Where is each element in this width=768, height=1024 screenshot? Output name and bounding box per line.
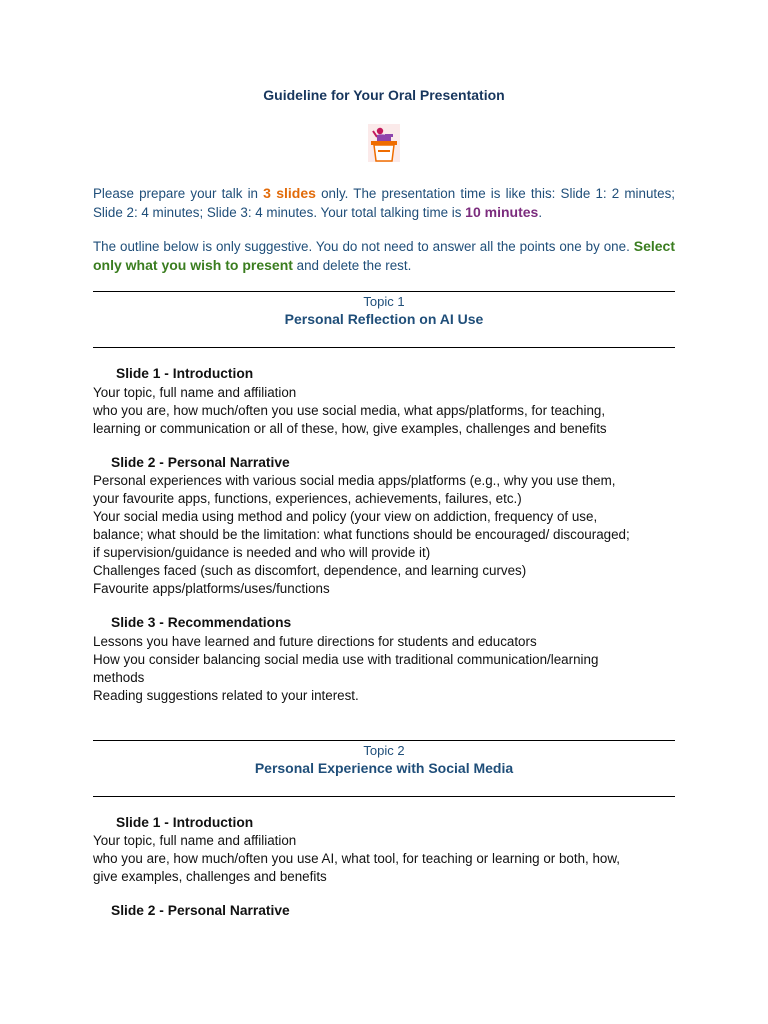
topic-label: Topic 1 [363,294,405,309]
slide-heading: Slide 1 - Introduction [116,366,254,381]
slide-heading: Slide 1 - Introduction [116,815,254,830]
content-line: Personal experiences with various social media apps/platforms (e.g., why you use them, [93,473,616,488]
content-line: Favourite apps/platforms/uses/functions [93,581,330,596]
content-line: if supervision/guidance is needed and who will provide it) [93,545,431,560]
content-line: Your topic, full name and affiliation [93,385,297,400]
select-instruction-highlight: Select only what you wish to present [93,238,675,273]
content-line: give examples, challenges and benefits [93,869,327,884]
slide-heading: Slide 2 - Personal Narrative [111,455,290,470]
content-line: Lessons you have learned and future directions for students and educators [93,634,537,649]
slide-count-highlight: 3 slides [263,185,316,201]
slide-content [93,472,675,598]
intro-text: Please prepare your talk in [93,186,264,201]
slide-content [93,633,675,705]
content-line: balance; what should be the limitation: what functions should be encouraged/ discouraged; [93,527,630,542]
total-time-highlight: 10 minutes [465,204,539,220]
intro-text: only. The presentation time is like this: Slide 1: 2 minutes; Slide 2: 4 minutes; Slide 3: 4 minutes. Your total talking time is [93,186,675,220]
topic-title: Personal Experience with Social Media [254,760,514,776]
presenter-podium-icon [365,121,403,165]
divider [93,740,675,741]
slide-content [93,384,675,438]
document-title: Guideline for Your Oral Presentation [263,87,505,103]
content-line: Your topic, full name and affiliation [93,833,297,848]
topic-title: Personal Reflection on AI Use [284,311,484,327]
content-line: learning or communication or all of these, how, give examples, challenges and benefits [93,421,607,436]
content-line: your favourite apps, functions, experiences, achievements, failures, etc.) [93,491,522,506]
slide-heading: Slide 2 - Personal Narrative [111,903,290,918]
content-line: Challenges faced (such as discomfort, dependence, and learning curves) [93,563,527,578]
intro-paragraph-outline [93,237,675,275]
intro-paragraph-slides [93,184,675,222]
topic-label: Topic 2 [363,743,405,758]
divider [93,347,675,348]
intro-text: . [538,205,543,220]
content-line: methods [93,670,145,685]
content-line: Reading suggestions related to your interest. [93,688,359,703]
content-line: who you are, how much/often you use social media, what apps/platforms, for teaching, [93,403,606,418]
content-line: How you consider balancing social media use with traditional communication/learning [93,652,599,667]
content-line: Your social media using method and policy (your view on addiction, frequency of use, [93,509,598,524]
divider [93,291,675,292]
slide-heading: Slide 3 - Recommendations [111,615,292,630]
intro-text: and delete the rest. [292,258,412,273]
slide-content [93,832,675,886]
content-line: who you are, how much/often you use AI, what tool, for teaching or learning or both, how, [93,851,621,866]
intro-text: The outline below is only suggestive. You do not need to answer all the points one by one. [93,239,634,254]
divider [93,796,675,797]
